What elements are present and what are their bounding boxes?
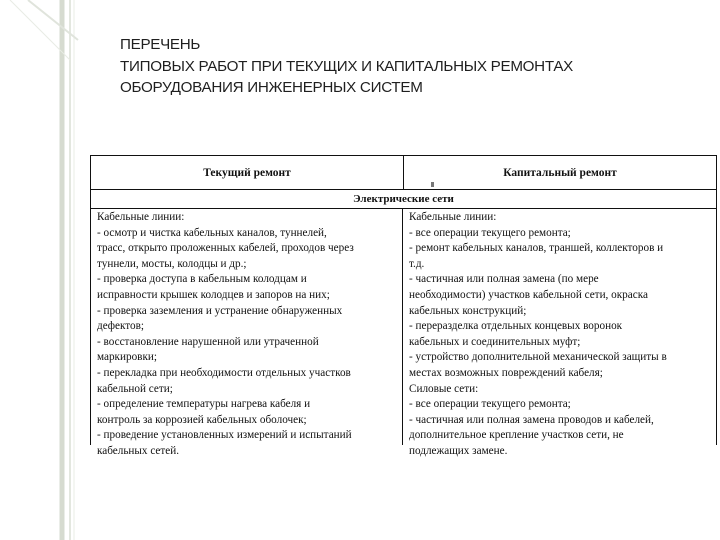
- capital-line: т.д.: [409, 257, 425, 270]
- header-capital-repair: Капитальный ремонт: [503, 167, 617, 179]
- current-line: исправности крышек колодцев и запоров на них;: [97, 288, 330, 301]
- repair-works-table: [90, 155, 718, 457]
- column-divider: [402, 209, 403, 445]
- capital-line: местах возможных повреждений кабеля;: [409, 366, 603, 379]
- capital-line: - частичная или полная замена (по мере: [409, 273, 599, 286]
- current-line: - проверка заземления и устранение обнаруженных: [97, 304, 343, 317]
- capital-line: необходимости) участков кабельной сети, окраска: [409, 288, 648, 301]
- header-current-repair: Текущий ремонт: [203, 167, 291, 179]
- page-title: [120, 34, 710, 99]
- capital-line: Силовые сети:: [409, 382, 479, 395]
- scan-artifact: [431, 182, 434, 187]
- current-repair-cell: [97, 210, 397, 460]
- current-line: Кабельные линии:: [97, 211, 185, 223]
- current-line: - осмотр и чистка кабельных каналов, туннелей,: [97, 226, 327, 239]
- capital-line: дополнительное крепление участков сети, не: [409, 429, 624, 442]
- capital-line: - ремонт кабельных каналов, траншей, коллекторов и: [409, 242, 664, 255]
- capital-line: кабельных и соединительных муфт;: [409, 335, 581, 348]
- table-header-row: [90, 155, 717, 189]
- current-line: - проверка доступа в кабельным колодцам и: [97, 273, 307, 286]
- capital-line: - устройство дополнительной механической защиты в: [409, 351, 667, 364]
- capital-line: Кабельные линии:: [409, 211, 497, 223]
- title-line-3: ОБОРУДОВАНИЯ ИНЖЕНЕРНЫХ СИСТЕМ: [120, 79, 423, 96]
- title-line-2: ТИПОВЫХ РАБОТ ПРИ ТЕКУЩИХ И КАПИТАЛЬНЫХ РЕМОНТАХ: [120, 57, 573, 75]
- decorative-side-lines: [0, 0, 80, 540]
- capital-line: - все операции текущего ремонта;: [409, 398, 571, 411]
- capital-line: кабельных конструкций;: [409, 304, 527, 317]
- title-line-1: ПЕРЕЧЕНЬ: [120, 36, 201, 53]
- current-line: - восстановление нарушенной или утраченной: [97, 335, 319, 348]
- current-line: дефектов;: [97, 320, 145, 333]
- capital-line: - частичная или полная замена проводов и кабелей,: [409, 413, 654, 426]
- current-line: туннели, мосты, колодцы и др.;: [97, 257, 247, 270]
- current-line: - проведение установленных измерений и испытаний: [97, 429, 352, 442]
- current-line: кабельных сетей.: [97, 444, 180, 457]
- current-line: - определение температуры нагрева кабеля и: [97, 398, 311, 411]
- current-line: кабельной сети;: [97, 382, 173, 395]
- current-line: контроль за коррозией кабельных оболочек;: [97, 413, 307, 426]
- table-body: [90, 209, 717, 457]
- capital-line: - переразделка отдельных концевых воронок: [409, 320, 623, 333]
- capital-line: подлежащих замене.: [409, 444, 508, 457]
- current-line: трасс, открыто проложенных кабелей, проходов через: [97, 242, 354, 255]
- section-electric-networks: Электрические сети: [90, 189, 717, 209]
- capital-repair-cell: [409, 210, 709, 460]
- capital-line: - все операции текущего ремонта;: [409, 226, 571, 239]
- current-line: - перекладка при необходимости отдельных участков: [97, 366, 351, 379]
- current-line: маркировки;: [97, 351, 157, 364]
